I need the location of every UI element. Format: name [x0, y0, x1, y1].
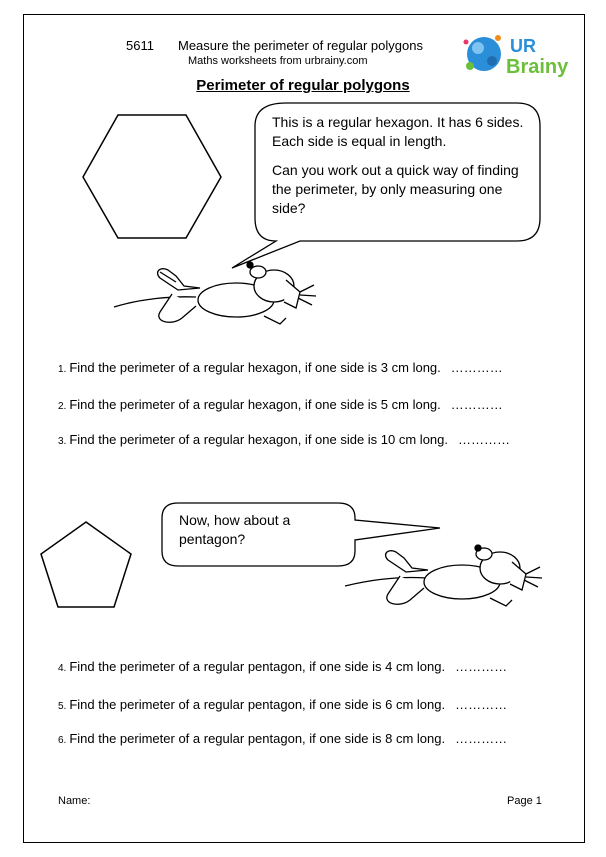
bubble1-line2: Can you work out a quick way of finding the perimeter, by only measuring one side?: [272, 162, 519, 216]
hexagon-bubble-text: [272, 113, 534, 218]
header-subtitle: Maths worksheets from urbrainy.com: [188, 55, 368, 67]
mouse-illustration-2: [345, 545, 542, 606]
question-text: Find the perimeter of a regular pentagon, if one side is 8 cm long.: [69, 731, 446, 746]
bubble1-line1: This is a regular hexagon. It has 6 sides. Each side is equal in length.: [272, 114, 524, 149]
answer-blank[interactable]: …………: [450, 360, 503, 375]
question-4: [58, 659, 507, 674]
question-text: Find the perimeter of a regular hexagon, if one side is 10 cm long.: [69, 432, 449, 447]
logo-text-bottom: Brainy: [506, 56, 569, 78]
question-text: Find the perimeter of a regular pentagon, if one side is 4 cm long.: [69, 659, 446, 674]
question-number: 4.: [58, 663, 67, 674]
header-title: Measure the perimeter of regular polygons: [178, 38, 423, 53]
pentagon-bubble-text: [179, 511, 349, 549]
question-text: Find the perimeter of a regular hexagon, if one side is 3 cm long.: [69, 360, 441, 375]
question-text: Find the perimeter of a regular hexagon, if one side is 5 cm long.: [69, 397, 441, 412]
question-5: [58, 697, 507, 712]
worksheet-title: Perimeter of regular polygons: [196, 77, 410, 94]
answer-blank[interactable]: …………: [455, 697, 508, 712]
question-number: 6.: [58, 735, 67, 746]
question-number: 2.: [58, 401, 67, 412]
question-2: [58, 397, 503, 412]
question-3: [58, 432, 510, 447]
question-number: 5.: [58, 701, 67, 712]
footer-page-number: Page 1: [507, 795, 542, 807]
answer-blank[interactable]: …………: [450, 397, 503, 412]
question-6: [58, 731, 507, 746]
answer-blank[interactable]: …………: [458, 432, 511, 447]
question-text: Find the perimeter of a regular pentagon, if one side is 6 cm long.: [69, 697, 446, 712]
question-number: 3.: [58, 436, 67, 447]
pentagon-shape: [41, 522, 131, 607]
answer-blank[interactable]: …………: [455, 659, 508, 674]
bubble2-line: Now, how about a pentagon?: [179, 512, 291, 547]
mouse-illustration-1: [114, 262, 316, 324]
answer-blank[interactable]: …………: [455, 731, 508, 746]
question-number: 1.: [58, 364, 67, 375]
sheet-id: 5611: [126, 38, 154, 53]
logo-text-top: UR: [510, 36, 536, 56]
question-1: [58, 360, 503, 375]
footer-name-label: Name:: [58, 795, 91, 807]
hexagon-shape: [83, 115, 221, 238]
